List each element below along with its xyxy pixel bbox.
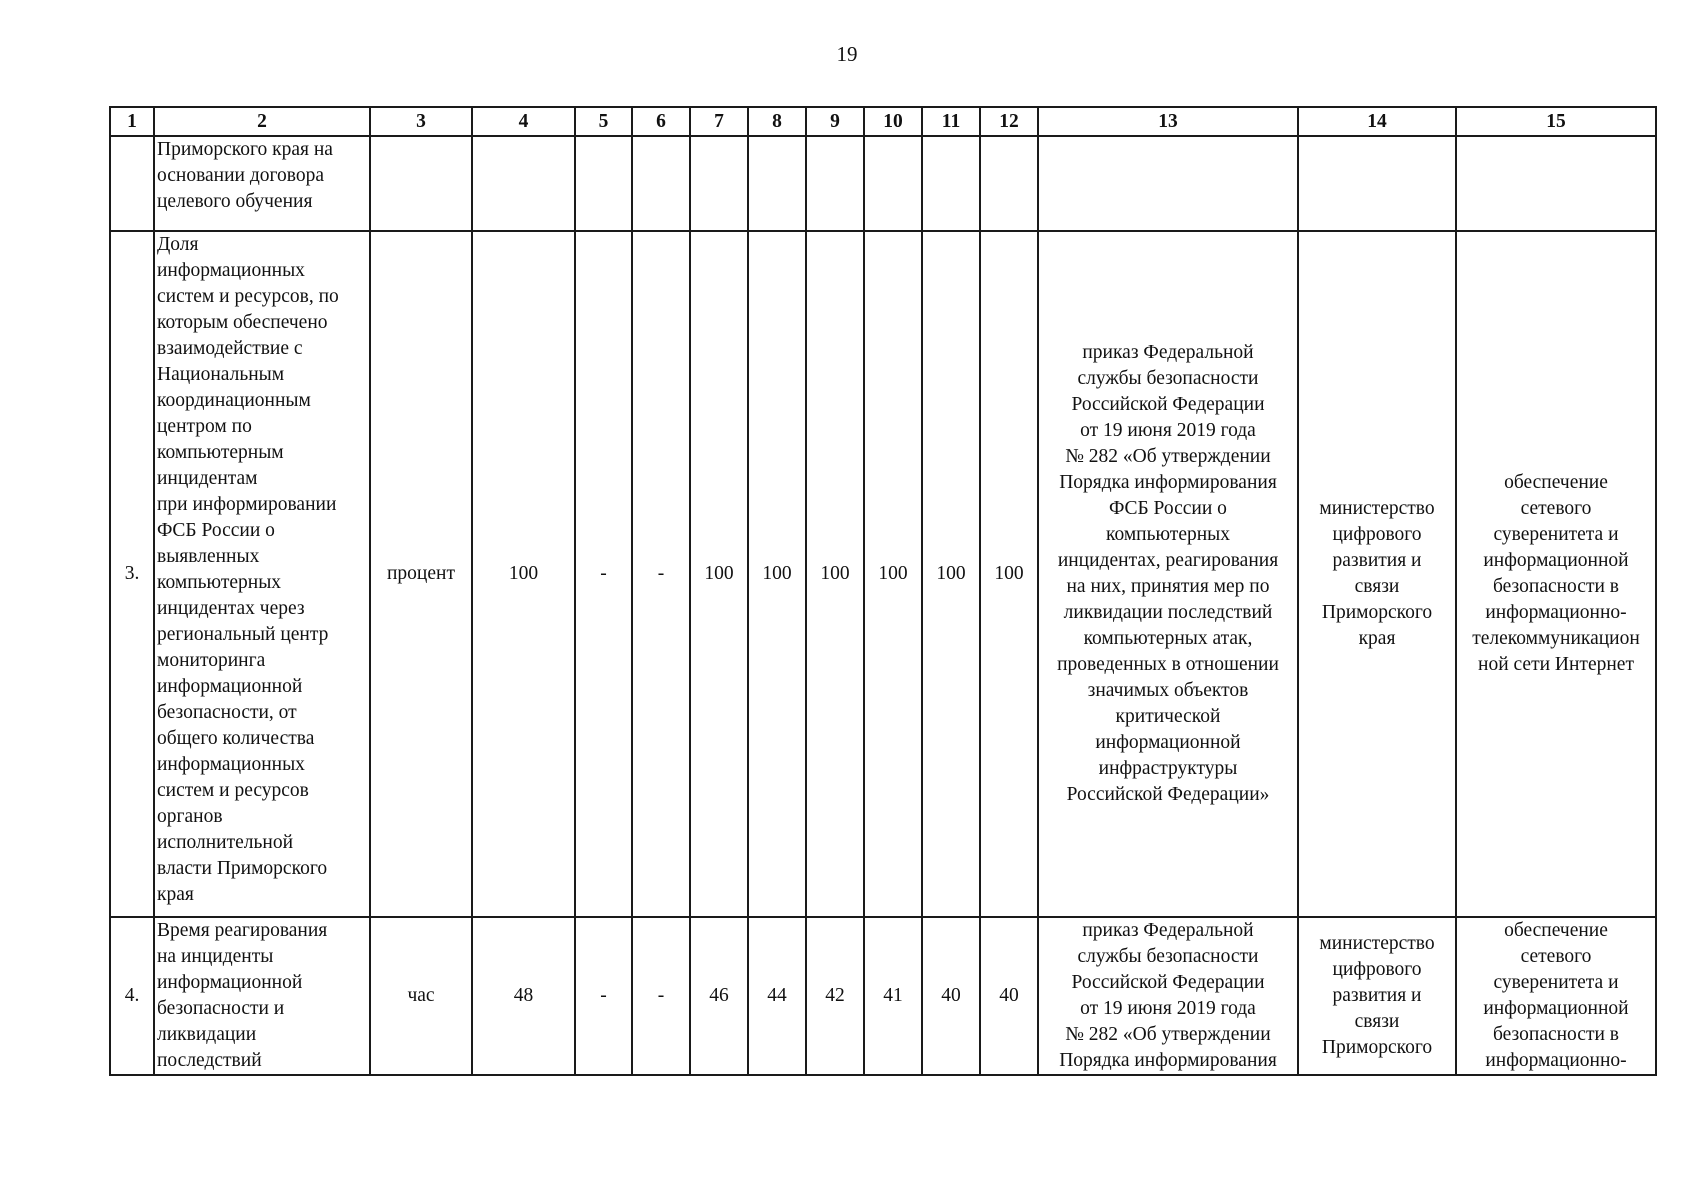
value-cell-6: -	[632, 917, 690, 1075]
value-cell-6	[632, 136, 690, 231]
header-cell-4: 4	[472, 107, 575, 136]
header-cell-3: 3	[370, 107, 472, 136]
goal-cell: обеспечение сетевого суверенитета и информационной безопасности в информационно- телекоммуникацион ной сети Интернет	[1456, 231, 1656, 917]
header-cell-8: 8	[748, 107, 806, 136]
header-cell-11: 11	[922, 107, 980, 136]
value-cell-5: -	[575, 917, 632, 1075]
value-cell-12: 100	[980, 231, 1038, 917]
value-cell-10: 100	[864, 231, 922, 917]
value-cell-4: 100	[472, 231, 575, 917]
header-cell-7: 7	[690, 107, 748, 136]
unit-cell	[370, 136, 472, 231]
header-cell-1: 1	[110, 107, 154, 136]
basis-cell: приказ Федеральной службы безопасности Российской Федерации от 19 июня 2019 года № 282 «Об утверждении Порядка информирования ФСБ России о компьютерных инцидентах, реагирования на них, принятия мер по ликвидации последствий компьютерных атак, проведенных в отношении значимых объектов критической информационной инфраструктуры Российской Федерации»	[1038, 231, 1298, 917]
responsible-cell: министерство цифрового развития и связи Приморского края	[1298, 231, 1456, 917]
header-cell-14: 14	[1298, 107, 1456, 136]
table-row	[110, 231, 1656, 917]
page-number: 19	[836, 42, 858, 66]
unit-cell: процент	[370, 231, 472, 917]
indicator-name-cell: Доля информационных систем и ресурсов, по которым обеспечено взаимодействие с Национальным координационным центром по компьютерным инцидентам при информировании ФСБ России о выявленных компьютерных инцидентах через региональный центр мониторинга информационной безопасности, от общего количества информационных систем и ресурсов органов исполнительной власти Приморского края	[154, 231, 370, 917]
value-cell-5	[575, 136, 632, 231]
table-row	[110, 136, 1656, 231]
header-cell-2: 2	[154, 107, 370, 136]
responsible-cell: министерство цифрового развития и связи Приморского	[1298, 917, 1456, 1075]
goal-cell: обеспечение сетевого суверенитета и информационной безопасности в информационно-	[1456, 917, 1656, 1075]
unit-cell: час	[370, 917, 472, 1075]
basis-cell: приказ Федеральной службы безопасности Российской Федерации от 19 июня 2019 года № 282 «Об утверждении Порядка информирования	[1038, 917, 1298, 1075]
value-cell-9: 42	[806, 917, 864, 1075]
header-cell-5: 5	[575, 107, 632, 136]
header-cell-10: 10	[864, 107, 922, 136]
header-cell-9: 9	[806, 107, 864, 136]
value-cell-8: 44	[748, 917, 806, 1075]
row-number-cell	[110, 136, 154, 231]
value-cell-12: 40	[980, 917, 1038, 1075]
value-cell-7	[690, 136, 748, 231]
goal-cell	[1456, 136, 1656, 231]
value-cell-8: 100	[748, 231, 806, 917]
value-cell-4	[472, 136, 575, 231]
header-cell-6: 6	[632, 107, 690, 136]
value-cell-12	[980, 136, 1038, 231]
value-cell-10	[864, 136, 922, 231]
value-cell-7: 100	[690, 231, 748, 917]
value-cell-11: 100	[922, 231, 980, 917]
value-cell-9: 100	[806, 231, 864, 917]
header-cell-13: 13	[1038, 107, 1298, 136]
value-cell-8	[748, 136, 806, 231]
indicator-name-cell: Время реагирования на инциденты информационной безопасности и ликвидации последствий	[154, 917, 370, 1075]
value-cell-9	[806, 136, 864, 231]
value-cell-5: -	[575, 231, 632, 917]
value-cell-7: 46	[690, 917, 748, 1075]
value-cell-10: 41	[864, 917, 922, 1075]
header-cell-12: 12	[980, 107, 1038, 136]
table-row	[110, 917, 1656, 1075]
header-row	[110, 107, 1656, 136]
responsible-cell	[1298, 136, 1456, 231]
value-cell-6: -	[632, 231, 690, 917]
value-cell-11: 40	[922, 917, 980, 1075]
value-cell-4: 48	[472, 917, 575, 1075]
indicator-name-cell: Приморского края на основании договора целевого обучения	[154, 136, 370, 231]
row-number-cell: 3.	[110, 231, 154, 917]
header-cell-15: 15	[1456, 107, 1656, 136]
row-number-cell: 4.	[110, 917, 154, 1075]
basis-cell	[1038, 136, 1298, 231]
indicators-table	[109, 106, 1657, 1076]
value-cell-11	[922, 136, 980, 231]
